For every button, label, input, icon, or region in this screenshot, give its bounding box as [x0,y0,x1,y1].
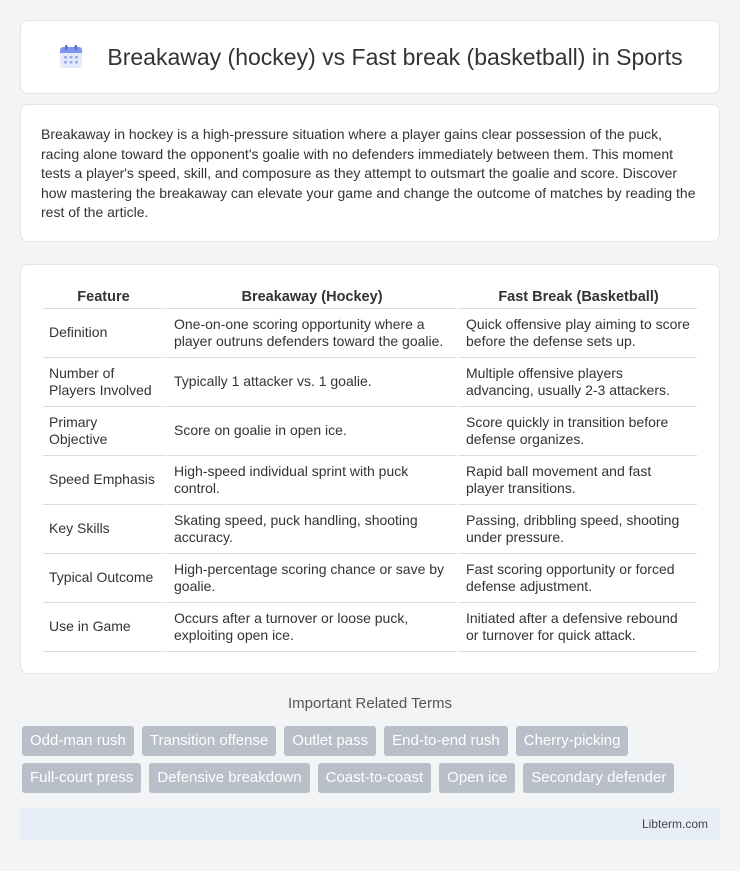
fast-break-cell: Quick offensive play aiming to score before the defense sets up. [456,309,697,358]
column-header-breakaway: Breakaway (Hockey) [164,285,456,309]
related-term-tag[interactable]: Full-court press [22,763,141,793]
column-header-feature: Feature [43,285,164,309]
table-row [43,505,697,554]
column-header-fast-break: Fast Break (Basketball) [456,285,697,309]
fast-break-cell: Rapid ball movement and fast player transitions. [456,456,697,505]
breakaway-cell: One-on-one scoring opportunity where a player outruns defenders toward the goalie. [164,309,456,358]
footer [20,808,720,840]
feature-cell: Primary Objective [43,407,164,456]
table-row [43,554,697,603]
header [57,43,682,71]
fast-break-cell: Initiated after a defensive rebound or turnover for quick attack. [456,603,697,652]
related-term-tag[interactable]: Odd-man rush [22,726,134,756]
related-term-tag[interactable]: End-to-end rush [384,726,508,756]
header-card [20,20,720,94]
related-term-tag[interactable]: Transition offense [142,726,276,756]
page-title: Breakaway (hockey) vs Fast break (basketball) in Sports [107,43,683,70]
table-row [43,407,697,456]
breakaway-cell: Occurs after a turnover or loose puck, exploiting open ice. [164,603,456,652]
table-row [43,456,697,505]
calendar-icon [57,43,85,71]
breakaway-cell: Typically 1 attacker vs. 1 goalie. [164,358,456,407]
feature-cell: Number of Players Involved [43,358,164,407]
related-term-tag[interactable]: Cherry-picking [516,726,629,756]
intro-card [20,104,720,242]
fast-break-cell: Score quickly in transition before defense organizes. [456,407,697,456]
intro-paragraph: Breakaway in hockey is a high-pressure situation where a player gains clear possession of the puck, racing alone toward the opponent's goalie with no defenders immediately between them. This moment tests a player's speed, skill, and composure as they attempt to outsmart the goalie and score. Discover how mastering the breakaway can elevate your game and change the outcome of matches by reading the rest of the article. [41,126,696,220]
feature-cell: Key Skills [43,505,164,554]
feature-cell: Typical Outcome [43,554,164,603]
feature-cell: Speed Emphasis [43,456,164,505]
table-row [43,358,697,407]
related-terms-heading: Important Related Terms [288,695,452,712]
comparison-table [43,285,697,652]
footer-site-link[interactable]: Libterm.com [641,817,708,831]
related-term-tag[interactable]: Secondary defender [523,763,674,793]
related-terms-list [22,726,722,793]
comparison-card [20,264,720,674]
fast-break-cell: Multiple offensive players advancing, usually 2-3 attackers. [456,358,697,407]
related-term-tag[interactable]: Defensive breakdown [149,763,309,793]
feature-cell: Definition [43,309,164,358]
table-row [43,309,697,358]
breakaway-cell: Score on goalie in open ice. [164,407,456,456]
fast-break-cell: Fast scoring opportunity or forced defense adjustment. [456,554,697,603]
table-header-row [43,285,697,309]
related-term-tag[interactable]: Open ice [439,763,515,793]
feature-cell: Use in Game [43,603,164,652]
breakaway-cell: High-percentage scoring chance or save by goalie. [164,554,456,603]
related-term-tag[interactable]: Outlet pass [284,726,376,756]
breakaway-cell: High-speed individual sprint with puck control. [164,456,456,505]
related-term-tag[interactable]: Coast-to-coast [318,763,432,793]
breakaway-cell: Skating speed, puck handling, shooting accuracy. [164,505,456,554]
fast-break-cell: Passing, dribbling speed, shooting under pressure. [456,505,697,554]
table-row [43,603,697,652]
